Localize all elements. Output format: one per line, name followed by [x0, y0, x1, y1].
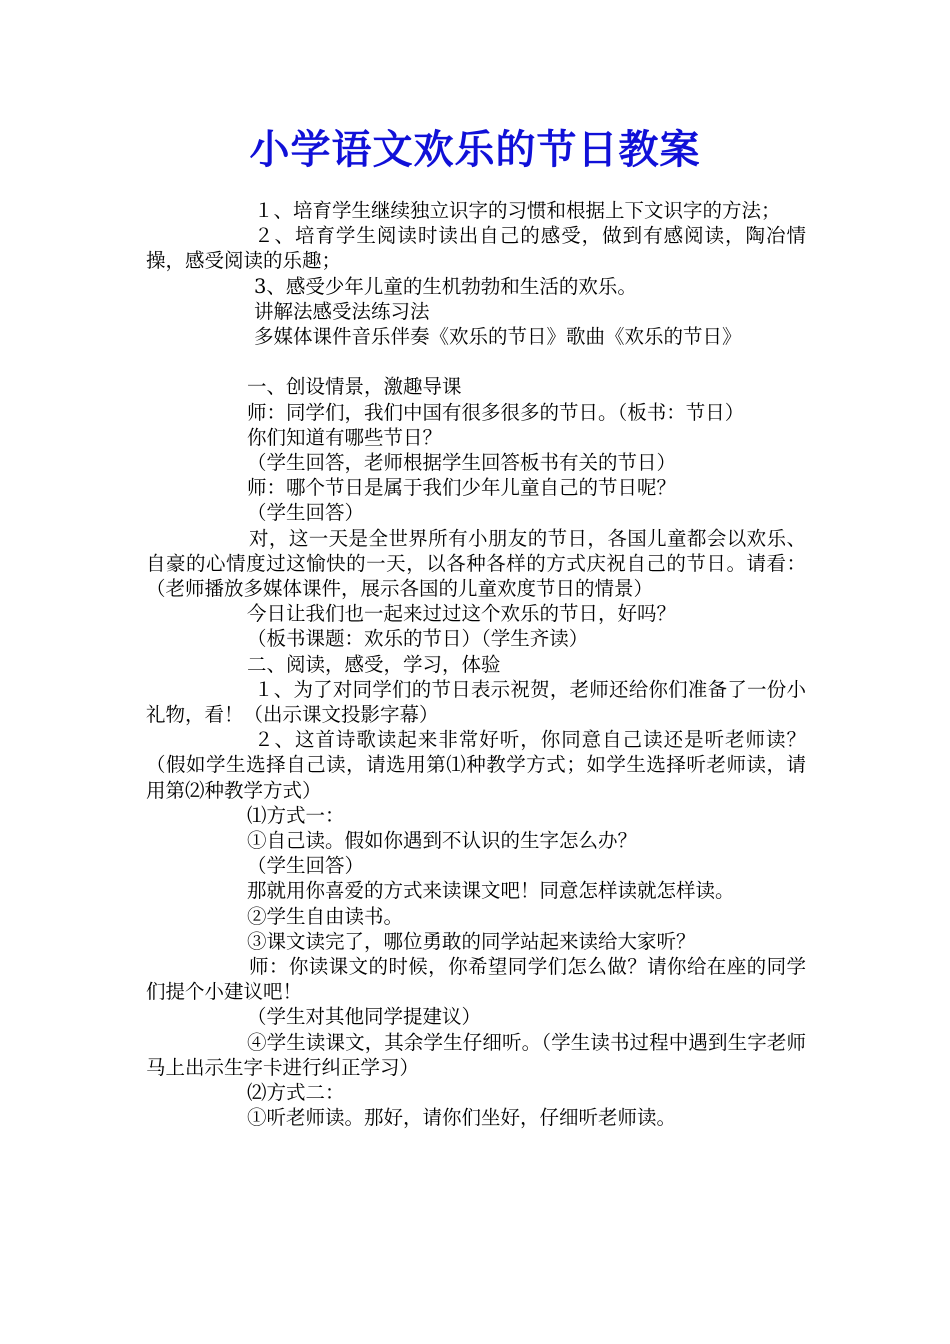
paragraph: ④学生读课文，其余学生仔细听。（学生读书过程中遇到生字老师马上出示生字卡进行纠正学习）	[146, 1030, 806, 1079]
paragraph: （学生回答，老师根据学生回答板书有关的节日）	[247, 451, 677, 475]
section-heading-1: 一、创设情景，激趣导课	[247, 375, 462, 399]
paragraph: 今日让我们也一起来过过这个欢乐的节日，好吗？	[247, 602, 677, 626]
paragraph: 对，这一天是全世界所有小朋友的节日，各国儿童都会以欢乐、自豪的心情度过这愉快的一天，以各种各样的方式庆祝自己的节日。请看：（老师播放多媒体课件，展示各国的儿童欢度节日的情景）	[146, 526, 806, 601]
blank-line	[146, 349, 806, 374]
paragraph: １、为了对同学们的节日表示祝贺，老师还给你们准备了一份小礼物，看！（出示课文投影字幕）	[146, 677, 806, 727]
paragraph: ②学生自由读书。	[247, 904, 404, 928]
paragraph: 师：哪个节日是属于我们少年儿童自己的节日呢？	[247, 476, 677, 500]
paragraph: 师：你读课文的时候，你希望同学们怎么做？请你给在座的同学们提个小建议吧！	[146, 955, 806, 1004]
paragraph-goal-2: ２、培育学生阅读时读出自己的感受，做到有感阅读，陶冶情操，感受阅读的乐趣；	[146, 224, 806, 273]
paragraph-methods: 讲解法感受法练习法	[254, 299, 430, 323]
paragraph: （学生回答）	[247, 854, 365, 878]
paragraph-materials: 多媒体课件音乐伴奏《欢乐的节日》歌曲《欢乐的节日》	[254, 325, 742, 349]
paragraph: （学生对其他同学提建议）	[247, 1005, 482, 1029]
paragraph: ２、这首诗歌读起来非常好听，你同意自己读还是听老师读？（假如学生选择自己读，请选用第⑴种教学方式；如学生选择听老师读，请用第⑵种教学方式）	[146, 728, 806, 802]
paragraph: 那就用你喜爱的方式来读课文吧！同意怎样读就怎样读。	[247, 879, 735, 903]
document-body	[146, 198, 806, 1131]
section-heading-2: 二、阅读，感受，学习，体验	[247, 652, 501, 676]
paragraph-goal-1: １、培育学生继续独立识字的习惯和根据上下文识字的方法；	[254, 199, 781, 222]
paragraph: ①自己读。假如你遇到不认识的生字怎么办？	[247, 829, 638, 853]
paragraph: （学生回答）	[247, 501, 365, 525]
document-title: 小学语文欢乐的节日教案	[249, 126, 701, 173]
paragraph: 你们知道有哪些节日？	[247, 425, 443, 449]
paragraph: ⑴方式一：	[247, 803, 345, 827]
paragraph: ①听老师读。那好，请你们坐好，仔细听老师读。	[247, 1106, 677, 1130]
paragraph: ⑵方式二：	[247, 1081, 345, 1105]
paragraph: ③课文读完了，哪位勇敢的同学站起来读给大家听？	[247, 929, 696, 953]
paragraph: （板书课题：欢乐的节日）（学生齐读）	[247, 627, 589, 651]
paragraph-goal-3: 3、感受少年儿童的生机勃勃和生活的欢乐。	[254, 274, 637, 298]
paragraph: 师：同学们，我们中国有很多很多的节日。（板书：节日）	[247, 400, 745, 424]
